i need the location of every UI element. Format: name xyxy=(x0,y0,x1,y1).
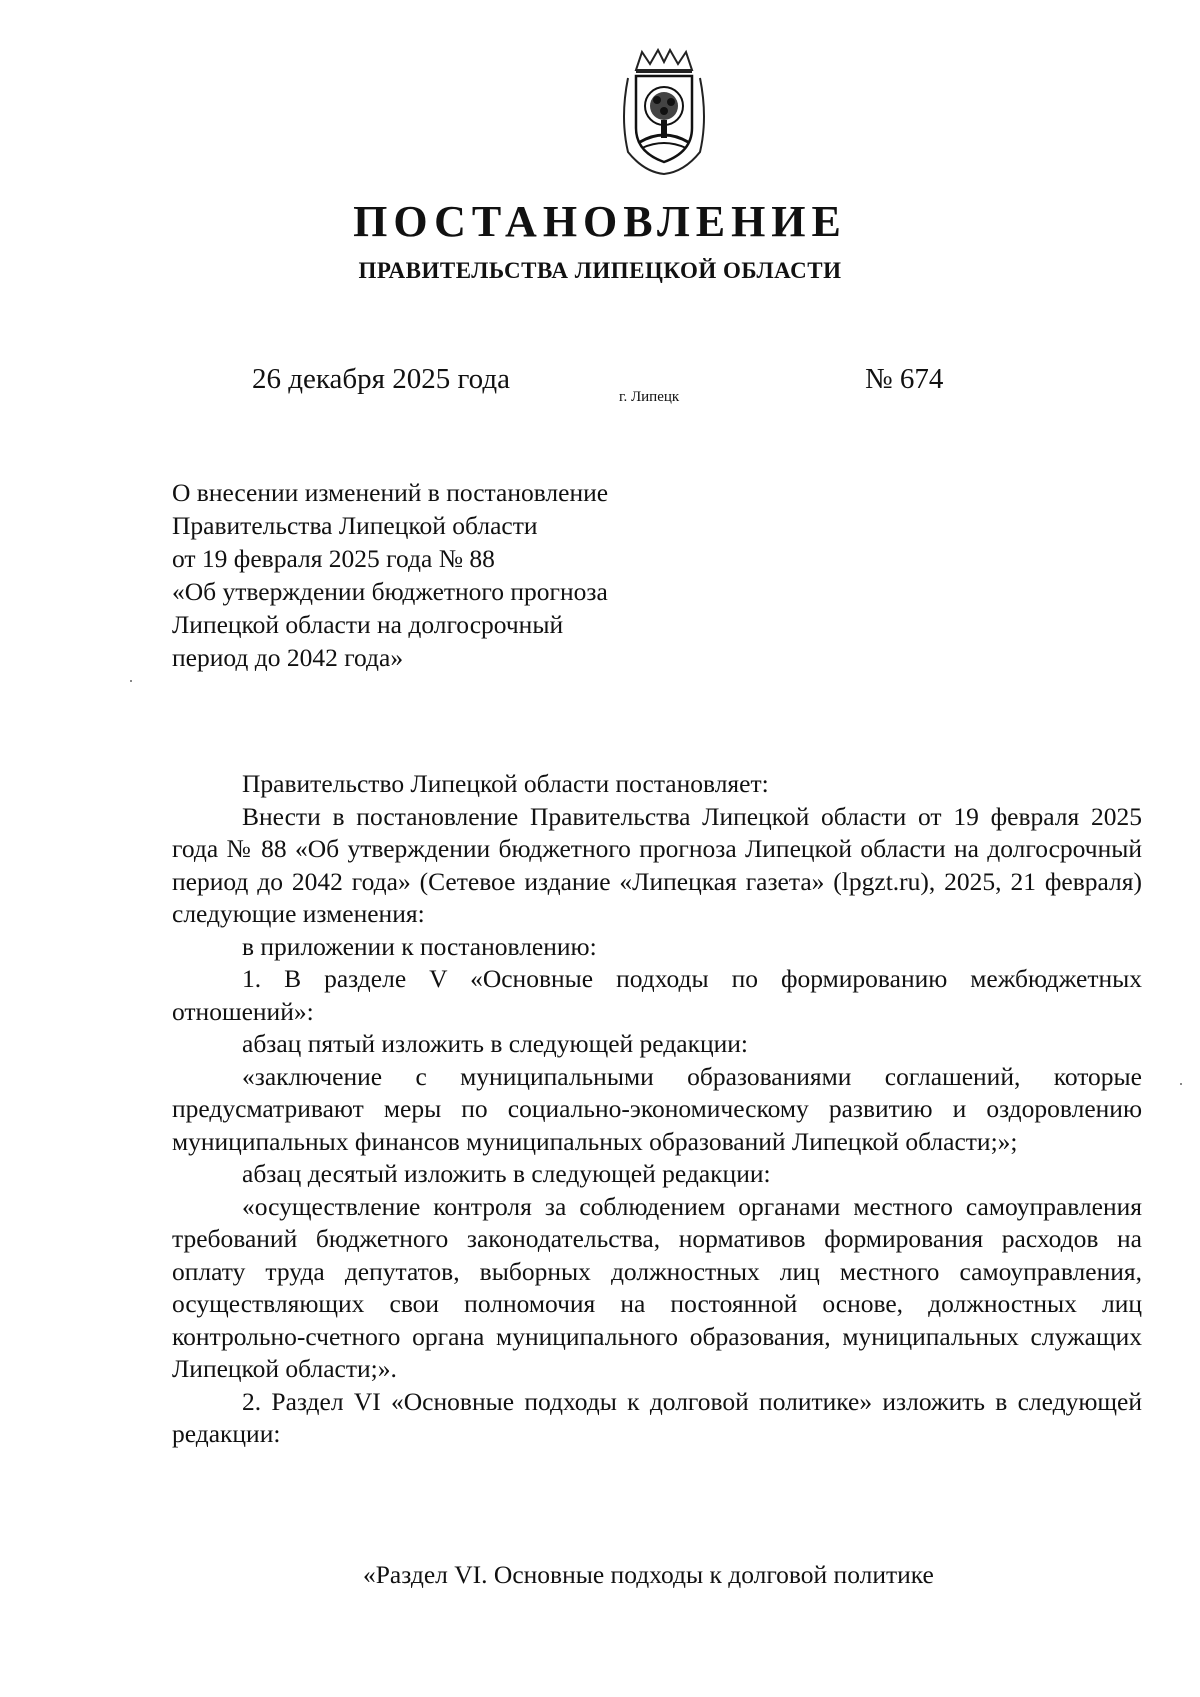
document-body xyxy=(172,768,1142,1451)
document-number: № 674 xyxy=(865,363,944,395)
document-city: г. Липецк xyxy=(619,389,680,405)
section-heading: «Раздел VI. Основные подходы к долговой политике xyxy=(363,1560,934,1589)
body-paragraph: Правительство Липецкой области постановляет: xyxy=(242,769,769,798)
scan-speck xyxy=(130,680,132,682)
body-paragraph: «заключение с муниципальными образованиями соглашений, которые предусматривают меры по социально-экономическому развитию и оздоровлению муниципальных финансов муниципальных образований Липецкой области;»; xyxy=(172,1061,1142,1156)
body-paragraph: 2. Раздел VI «Основные подходы к долговой политике» изложить в следующей редакции: xyxy=(172,1386,1142,1448)
subject-line: Правительства Липецкой области xyxy=(172,511,538,540)
body-paragraph: в приложении к постановлению: xyxy=(242,931,597,961)
coat-of-arms-emblem xyxy=(614,48,714,176)
issuing-authority: ПРАВИТЕЛЬСТВА ЛИПЕЦКОЙ ОБЛАСТИ xyxy=(358,258,842,283)
body-paragraph: абзац пятый изложить в следующей редакции: xyxy=(242,1029,748,1058)
document-date: 26 декабря 2025 года xyxy=(252,363,510,395)
document-title: ПОСТАНОВЛЕНИЕ xyxy=(353,197,847,246)
scan-speck xyxy=(1180,1083,1182,1085)
subject-line: от 19 февраля 2025 года № 88 xyxy=(172,544,495,573)
subject-line: «Об утверждении бюджетного прогноза xyxy=(172,577,608,606)
body-paragraph: «осуществление контроля за соблюдением органами местного самоуправления требований бюджетного законодательства, нормативов формирования расходов на оплату труда депутатов, выборных должностных лиц местного самоуправления, осуществляющих свои полномочия на постоянной основе, должностных лиц контрольно-счетного органа муниципального образования, муниципальных служащих Липецкой области;». xyxy=(172,1191,1142,1383)
subject-line: Липецкой области на долгосрочный xyxy=(172,610,564,639)
body-paragraph: 1. В разделе V «Основные подходы по формированию межбюджетных отношений»: xyxy=(172,964,1142,1026)
subject-line: период до 2042 года» xyxy=(172,643,404,672)
body-paragraph: абзац десятый изложить в следующей редакции: xyxy=(242,1159,771,1188)
body-paragraph: Внести в постановление Правительства Липецкой области от 19 февраля 2025 года № 88 «Об утверждении бюджетного прогноза Липецкой области на долгосрочный период до 2042 года» (Сетевое издание «Липецкая газета» (lpgzt.ru), 2025, 21 февраля) следующие изменения: xyxy=(172,801,1142,928)
subject-line: О внесении изменений в постановление xyxy=(172,478,609,507)
document-subject xyxy=(172,476,608,674)
